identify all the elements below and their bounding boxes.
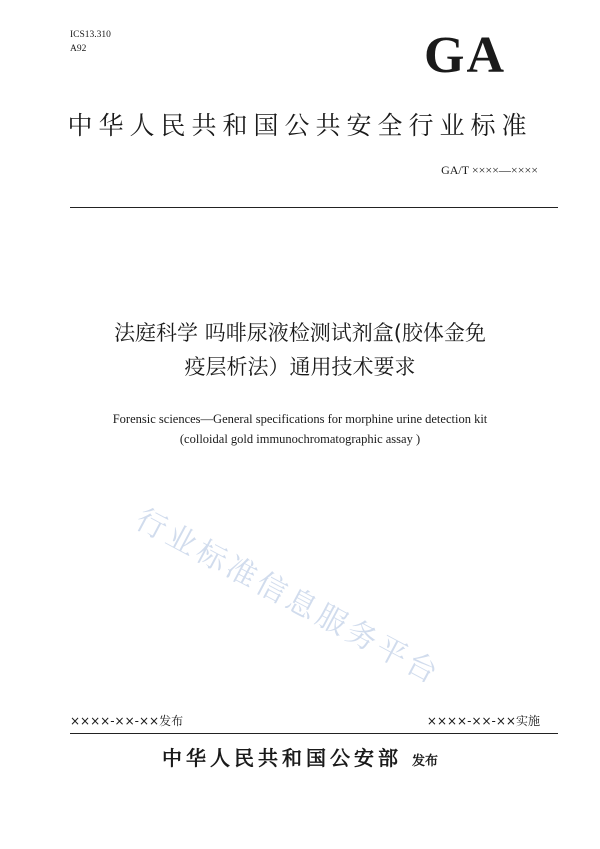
issuer-org: 中华人民共和国公安部 [161, 746, 402, 770]
issuer [0, 742, 600, 771]
zh-title-line-1: 法庭科学 吗啡尿液检测试剂盒(胶体金免 [114, 321, 486, 345]
standard-title: 中华人民共和国公共安全行业标准 [67, 111, 533, 140]
classification-code: A92 [70, 44, 87, 54]
document-title-zh [40, 316, 560, 384]
en-title-line-1: Forensic sciences—General specifications for morphine urine detection kit [112, 412, 488, 426]
ga-logo: GA [424, 27, 506, 84]
watermark: 行业标准信息服务平台 [129, 502, 447, 693]
ics-code: ICS13.310 [70, 30, 111, 40]
standard-number: GA/T ××××—×××× [441, 163, 538, 177]
bottom-divider [70, 733, 558, 734]
issuer-action: 发布 [411, 754, 438, 769]
classification-block [70, 28, 111, 56]
zh-title-line-2: 疫层析法）通用技术要求 [184, 355, 416, 379]
publish-date: ××××-××-××发布 [70, 714, 184, 728]
document-title-en [40, 409, 560, 449]
en-title-line-2: (colloidal gold immunochromatographic assay ) [179, 432, 421, 446]
implement-date: ××××-××-××实施 [426, 714, 540, 728]
top-divider [70, 207, 558, 208]
